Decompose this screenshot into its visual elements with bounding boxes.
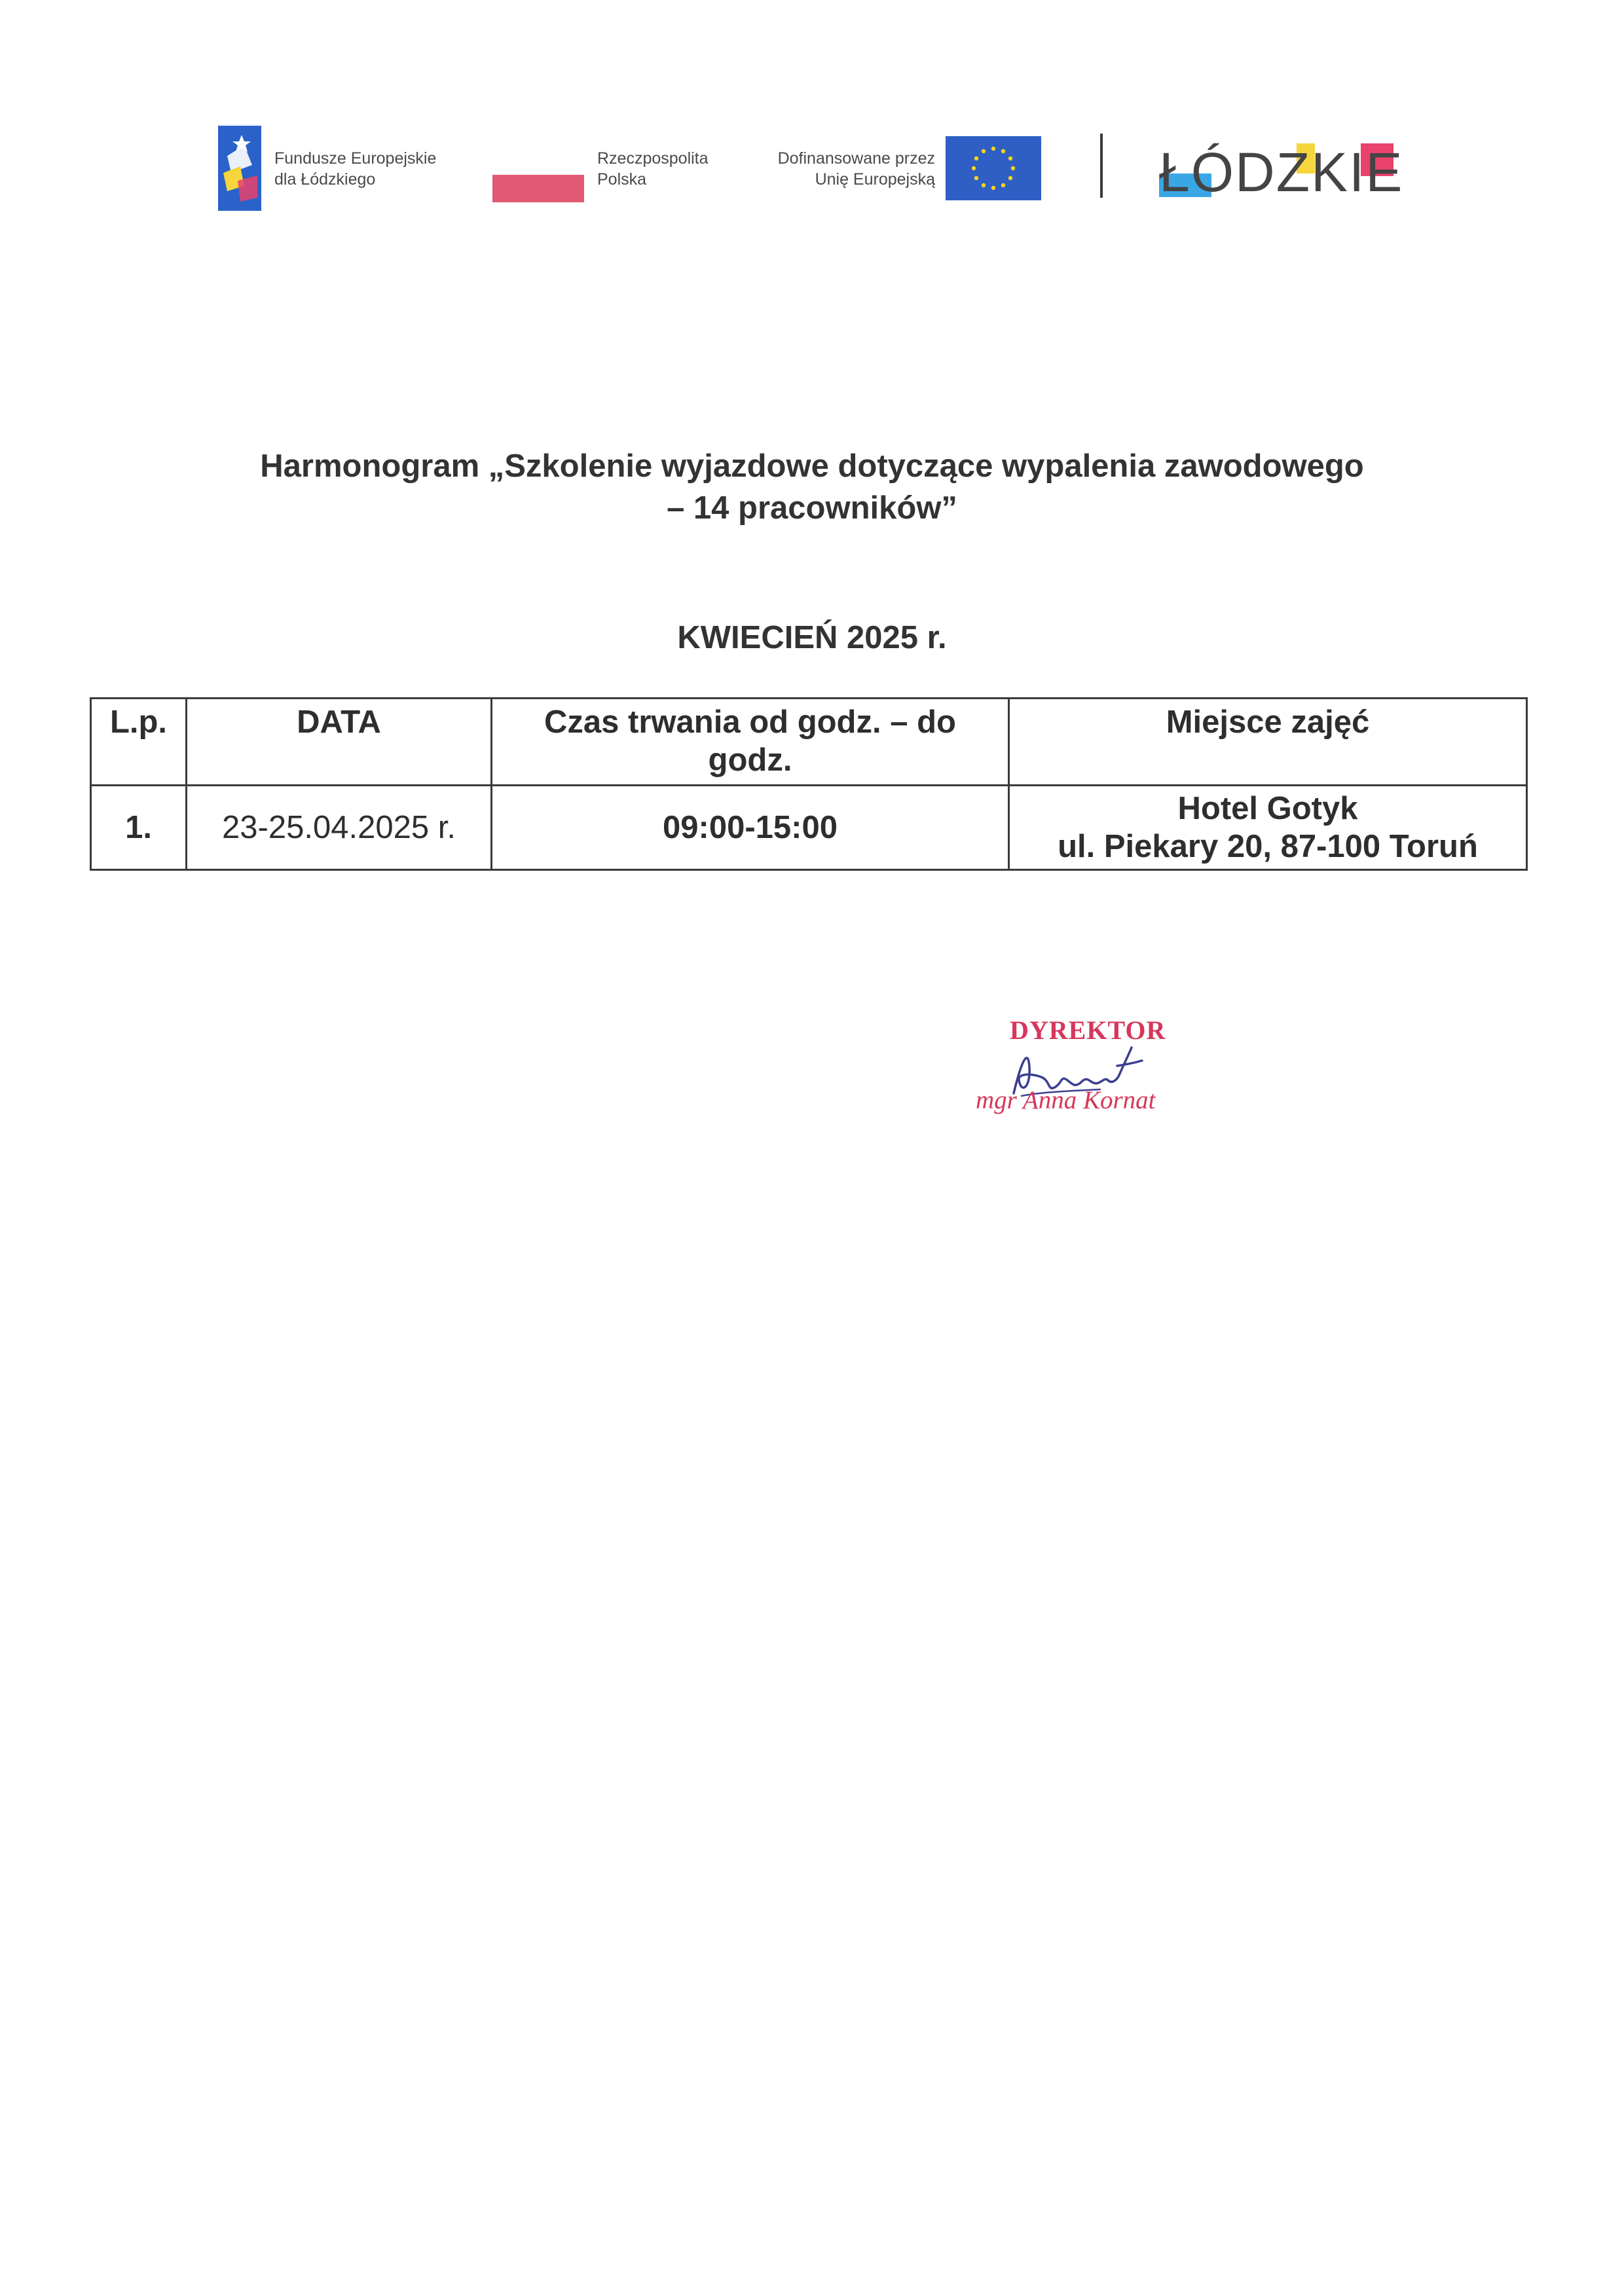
unia-europejska-label (733, 148, 935, 190)
ue-line-2: Unię Europejską (815, 170, 935, 189)
month-heading: KWIECIEŃ 2025 r. (677, 620, 947, 655)
lodzkie-logo (1159, 134, 1408, 206)
fundusze-europejskie-logo-icon (218, 126, 261, 211)
schedule-table (90, 697, 1528, 871)
table-header-row (91, 699, 1527, 786)
rp-line-2: Polska (597, 170, 647, 189)
cell-date: 23-25.04.2025 r. (187, 786, 492, 870)
page-title (0, 445, 1624, 529)
rzeczpospolita-label (597, 148, 709, 190)
stamp-name: mgr Anna Kornat (976, 1086, 1156, 1114)
title-line-1: Harmonogram „Szkolenie wyjazdowe dotyczące wypalenia zawodowego (260, 448, 1364, 484)
place-line-1: Hotel Gotyk (1177, 791, 1358, 826)
director-stamp (976, 1008, 1251, 1139)
cell-duration: 09:00-15:00 (492, 786, 1009, 870)
cell-place (1009, 786, 1527, 870)
logo-bar (0, 0, 1624, 262)
header-lp: L.p. (91, 699, 187, 786)
fe-line-2: dla Łódzkiego (274, 170, 376, 189)
header-date: DATA (187, 699, 492, 786)
rp-line-1: Rzeczpospolita (597, 149, 709, 168)
header-duration: Czas trwania od godz. – do godz. (492, 699, 1009, 786)
fundusze-europejskie-label (274, 148, 436, 190)
title-line-2: – 14 pracowników” (667, 490, 957, 526)
table-row (91, 786, 1527, 870)
fe-line-1: Fundusze Europejskie (274, 149, 437, 168)
header-place: Miejsce zajęć (1009, 699, 1527, 786)
logo-divider (1100, 134, 1103, 198)
ue-line-1: Dofinansowane przez (777, 149, 935, 168)
cell-lp: 1. (91, 786, 187, 870)
eu-flag-icon (946, 136, 1041, 200)
place-line-2: ul. Piekary 20, 87-100 Toruń (1058, 829, 1478, 864)
stamp-role: DYREKTOR (1010, 1015, 1166, 1045)
lodzkie-wordmark: ŁÓDZKIE (1159, 141, 1404, 203)
polish-flag-icon (492, 147, 584, 202)
